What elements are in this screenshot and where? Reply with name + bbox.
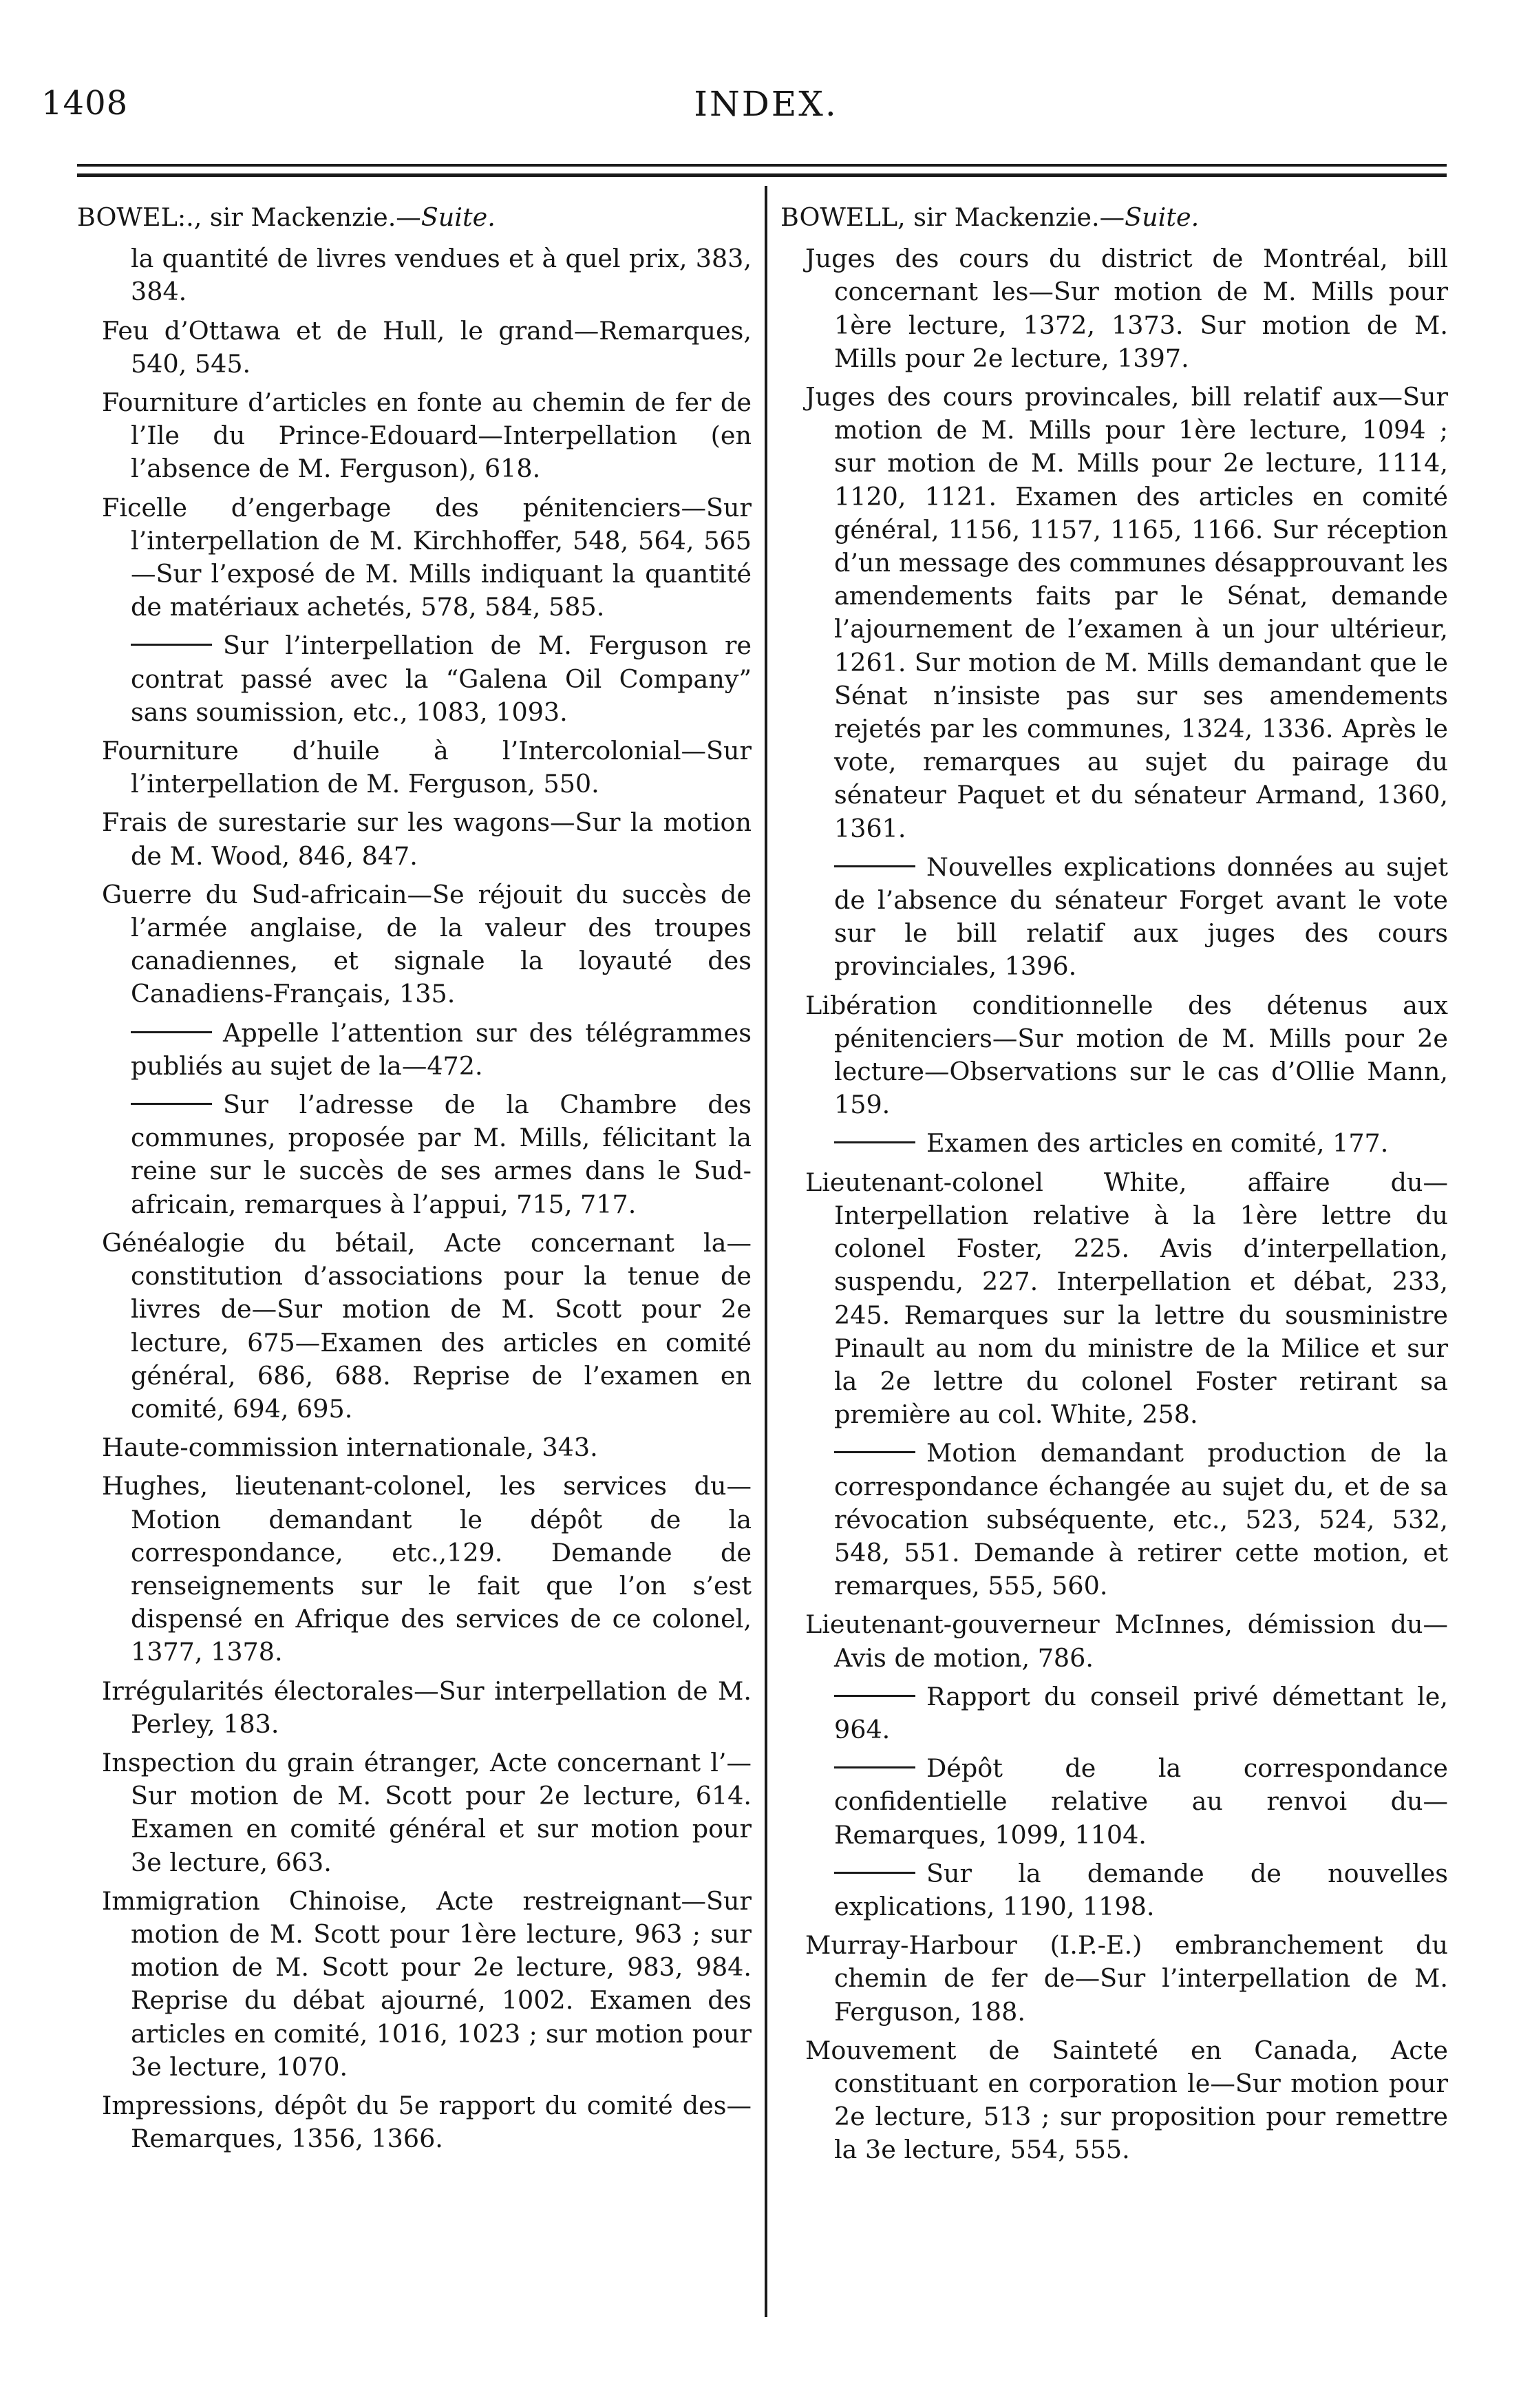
entry-text: Irrégularités électorales—Sur interpellation de M. Perley, 183.	[102, 1676, 752, 1739]
entry-text: Juges des cours du district de Montréal, bill concernant les—Sur motion de M. Mills pour 1ère lecture, 1372, 1373. Sur motion de M. Mills pour 2e lecture, 1397.	[805, 244, 1448, 373]
entry-text: Haute-commission internationale, 343.	[102, 1433, 598, 1463]
ditto-dash	[834, 1872, 915, 1874]
entry-text: Murray-Harbour (I.P.-E.) embranchement du chemin de fer de—Sur l’interpellation de M. Ferguson, 188.	[805, 1930, 1448, 2027]
entry-text: Inspection du grain étranger, Acte concernant l’—Sur motion de M. Scott pour 2e lecture, 614. Examen en comité général et sur motion pour 3e lecture, 663.	[102, 1747, 752, 1877]
page-number: 1408	[41, 84, 129, 123]
index-entry	[77, 878, 752, 1011]
entry-text: Généalogie du bétail, Acte concernant la—constitution d’associations pour la tenue de livres de—Sur motion de M. Scott pour 2e lecture, 675—Examen des articles en comité général, 686, 688. Reprise de l’examen en comité, 694, 695.	[102, 1227, 752, 1424]
entry-text: Frais de surestarie sur les wagons—Sur la motion de M. Wood, 846, 847.	[102, 807, 752, 871]
index-entry	[780, 1680, 1448, 1746]
entry-text: Lieutenant-gouverneur McInnes, démission du—Avis de motion, 786.	[805, 1609, 1448, 1673]
heading-suite: Suite.	[421, 202, 496, 232]
index-entry	[780, 1437, 1448, 1603]
entry-text: Fourniture d’articles en fonte au chemin de fer de l’Ile du Prince-Edouard—Interpellation (en l’absence de M. Ferguson), 618.	[102, 388, 752, 484]
heading-name: BOWEL:., sir Mackenzie.—	[77, 202, 421, 232]
index-entry	[77, 242, 752, 308]
ditto-dash	[834, 1695, 915, 1697]
index-entry	[77, 1227, 752, 1426]
entry-text: Sur l’interpellation de M. Ferguson re contrat passé avec la “Galena Oil Company” sans soumission, etc., 1083, 1093.	[131, 631, 752, 727]
entry-text: Mouvement de Sainteté en Canada, Acte constituant en corporation le—Sur motion pour 2e lecture, 513 ; sur proposition pour remettre la 3e lecture, 554, 555.	[805, 2035, 1448, 2165]
heading-suite: Suite.	[1125, 202, 1200, 232]
index-entry	[77, 1675, 752, 1741]
ditto-dash	[834, 1141, 915, 1143]
index-entry	[77, 1885, 752, 2084]
ditto-dash	[131, 1031, 212, 1033]
index-entry	[780, 1127, 1448, 1160]
entry-text: Lieutenant-colonel White, affaire du—Interpellation relative à la 1ère lettre du colonel Foster, 225. Avis d’interpellation, suspendu, 227. Interpellation et débat, 233, 245. Remarques sur la lettre du sousministre Pinault au nom du ministre de la Milice et sur la 2e lettre du colonel Foster retirant sa première au col. White, 258.	[805, 1167, 1448, 1430]
entry-list	[780, 242, 1448, 2166]
entry-text: Hughes, lieutenant-colonel, les services du—Motion demandant le dépôt de la correspondance, etc.,129. Demande de renseignements sur le fait que l’on s’est dispensé en Afrique des services de ce colonel, 1377, 1378.	[102, 1471, 752, 1667]
index-entry	[77, 806, 752, 872]
index-entry	[77, 386, 752, 486]
index-entry	[780, 2034, 1448, 2167]
entry-text: Sur la demande de nouvelles explications, 1190, 1198.	[834, 1858, 1448, 1921]
left-column	[77, 201, 752, 2161]
index-entry	[780, 1857, 1448, 1923]
entry-text: Rapport du conseil privé démettant le, 964.	[834, 1681, 1448, 1744]
entry-text: Impressions, dépôt du 5e rapport du comité des—Remarques, 1356, 1366.	[102, 2090, 752, 2154]
entry-text: Juges des cours provincales, bill relatif aux—Sur motion de M. Mills pour 1ère lecture, 1094 ; sur motion de M. Mills pour 2e lecture, 1114, 1120, 1121. Examen des articles en comité général, 1156, 1157, 1165, 1166. Sur réception d’un message des communes désapprouvant les amendements faits par le Sénat, demande l’ajournement de l’examen à un jour ultérieur, 1261. Sur motion de M. Mills demandant que le Sénat n’insiste pas sur ses amendements rejetés par les communes, 1324, 1336. Après le vote, remarques au sujet du pairage du sénateur Paquet et du sénateur Armand, 1360, 1361.	[805, 382, 1448, 843]
index-entry	[780, 242, 1448, 375]
index-entry	[77, 492, 752, 624]
index-entry	[780, 1752, 1448, 1852]
entry-text: Motion demandant production de la correspondance échangée au sujet du, et de sa révocation subséquente, etc., 523, 524, 532, 548, 551. Demande à retirer cette motion, et remarques, 555, 560.	[834, 1438, 1448, 1601]
index-entry	[77, 1470, 752, 1669]
entry-text: Immigration Chinoise, Acte restreignant—Sur motion de M. Scott pour 1ère lecture, 963 ; sur motion de M. Scott pour 2e lecture, 983, 984. Reprise du débat ajourné, 1002. Examen des articles en comité, 1016, 1023 ; sur motion pour 3e lecture, 1070.	[102, 1886, 752, 2082]
index-entry	[77, 2089, 752, 2155]
heading-name: BOWELL, sir Mackenzie.—	[780, 202, 1125, 232]
ditto-dash	[131, 1103, 212, 1105]
entry-text: Fourniture d’huile à l’Intercolonial—Sur l’interpellation de M. Ferguson, 550.	[102, 736, 752, 799]
index-entry	[780, 1929, 1448, 2029]
index-entry	[77, 315, 752, 381]
header-rule-bottom	[77, 173, 1447, 177]
entry-text: Appelle l’attention sur des télégrammes publiés au sujet de la—472.	[131, 1017, 752, 1081]
index-entry	[77, 1431, 752, 1464]
index-entry	[77, 1017, 752, 1083]
index-entry	[780, 1608, 1448, 1674]
entry-text: Feu d’Ottawa et de Hull, le grand—Remarques, 540, 545.	[102, 315, 752, 379]
ditto-dash	[834, 1451, 915, 1453]
index-entry	[780, 1166, 1448, 1432]
index-entry	[77, 1088, 752, 1221]
entry-list	[77, 242, 752, 2155]
index-entry	[77, 1746, 752, 1879]
entry-text: Dépôt de la correspondance confidentielle relative au renvoi du—Remarques, 1099, 1104.	[834, 1753, 1448, 1850]
entry-text: Libération conditionnelle des détenus aux pénitenciers—Sur motion de M. Mills pour 2e lecture—Observations sur le cas d’Ollie Mann, 159.	[805, 990, 1448, 1120]
page-title: INDEX.	[694, 84, 838, 124]
entry-text: Ficelle d’engerbage des pénitenciers—Sur l’interpellation de M. Kirchhoffer, 548, 564, 565—Sur l’exposé de M. Mills indiquant la quantité de matériaux achetés, 578, 584, 585.	[102, 492, 752, 622]
ditto-dash	[131, 644, 212, 646]
ditto-dash	[834, 865, 915, 867]
entry-text: la quantité de livres vendues et à quel prix, 383, 384.	[131, 244, 752, 307]
entry-text: Examen des articles en comité, 177.	[926, 1128, 1389, 1159]
column-heading	[780, 201, 1448, 234]
ditto-dash	[834, 1766, 915, 1768]
index-entry	[77, 629, 752, 729]
index-entry	[780, 989, 1448, 1122]
header-rule-top	[77, 164, 1447, 167]
index-entry	[780, 851, 1448, 984]
column-heading	[77, 201, 752, 234]
index-entry	[77, 735, 752, 801]
right-column	[780, 201, 1448, 2173]
entry-text: Sur l’adresse de la Chambre des communes, proposée par M. Mills, félicitant la reine sur le succès de ses armes dans le Sud-africain, remarques à l’appui, 715, 717.	[131, 1090, 752, 1219]
entry-text: Guerre du Sud-africain—Se réjouit du succès de l’armée anglaise, de la valeur des troupes canadiennes, et signale la loyauté des Canadiens-Français, 135.	[102, 879, 752, 1009]
column-divider	[765, 186, 767, 2317]
entry-text: Nouvelles explications données au sujet de l’absence du sénateur Forget avant le vote sur le bill relatif aux juges des cours provinciales, 1396.	[834, 852, 1448, 982]
index-entry	[780, 381, 1448, 845]
